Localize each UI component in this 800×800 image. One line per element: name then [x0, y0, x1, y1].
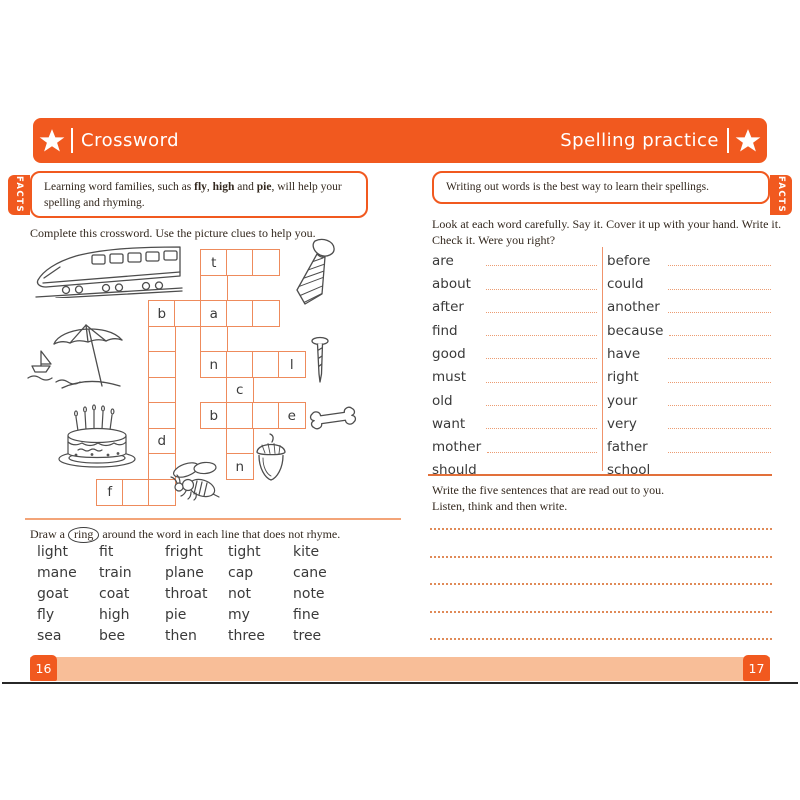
rhyme-word[interactable]: throat — [165, 585, 208, 602]
rhyme-word[interactable]: mane — [37, 565, 77, 582]
star-icon — [39, 127, 65, 154]
rhyme-word[interactable]: train — [99, 565, 132, 582]
spelling-row — [432, 269, 599, 292]
spelling-word: good — [432, 345, 466, 362]
rhyme-word[interactable]: then — [165, 627, 197, 644]
rhyme-word[interactable]: pie — [165, 606, 187, 623]
rhyme-row — [37, 584, 367, 605]
acorn-illustration — [252, 432, 290, 484]
rhyme-instruction: Draw a ring around the word in each line that does not rhyme. — [30, 527, 341, 541]
sentence-writing-line[interactable] — [430, 638, 772, 640]
right-page-title: Spelling practice — [560, 130, 719, 151]
rhyme-word[interactable]: fine — [293, 606, 320, 623]
header-bar — [33, 118, 767, 163]
spelling-word: right — [607, 369, 639, 386]
sentence-writing-line[interactable] — [430, 528, 772, 530]
facts-tab-left: FACTS — [8, 175, 30, 215]
spelling-row — [607, 339, 773, 362]
writing-line[interactable] — [668, 404, 771, 406]
writing-line[interactable] — [486, 381, 597, 383]
spelling-row — [607, 409, 773, 432]
spelling-word: another — [607, 299, 660, 316]
writing-line[interactable] — [486, 357, 597, 359]
spelling-row — [607, 269, 773, 292]
left-page-title: Crossword — [81, 130, 180, 151]
crossword-cell[interactable] — [148, 326, 176, 353]
spelling-word: are — [432, 252, 454, 269]
rhyme-word[interactable]: my — [228, 606, 250, 623]
crossword-cell[interactable] — [252, 300, 280, 327]
crossword-cell[interactable] — [226, 300, 254, 327]
crossword-cell[interactable]: t — [200, 249, 228, 276]
rhyme-word[interactable]: bee — [99, 627, 126, 644]
sentences-instruction: Write the five sentences that are read out to you. Listen, think and then write. — [432, 483, 665, 513]
rhyme-word[interactable]: coat — [99, 585, 130, 602]
spelling-row — [432, 362, 599, 385]
crossword-cell[interactable]: d — [148, 428, 176, 455]
rhyme-word[interactable]: high — [99, 606, 130, 623]
crossword-cell[interactable]: f — [96, 479, 124, 506]
star-icon — [735, 127, 761, 154]
rhyme-word[interactable]: fright — [165, 544, 203, 561]
spelling-row — [432, 293, 599, 316]
spelling-row — [607, 316, 773, 339]
train-illustration — [34, 243, 184, 298]
bone-illustration — [308, 402, 358, 434]
rhyme-word[interactable]: cap — [228, 565, 254, 582]
spelling-row — [432, 246, 599, 269]
spelling-word: school — [607, 462, 651, 479]
sentence-writing-line[interactable] — [430, 556, 772, 558]
crossword-cell[interactable]: c — [226, 377, 254, 404]
writing-line[interactable] — [668, 288, 771, 290]
circled-ring-word: ring — [68, 527, 99, 543]
spelling-word: about — [432, 276, 471, 293]
spelling-row — [432, 386, 599, 409]
crossword-cell[interactable] — [226, 351, 254, 378]
crossword-cell[interactable] — [252, 249, 280, 276]
rhyme-word[interactable]: kite — [293, 544, 320, 561]
crossword-cell[interactable]: l — [278, 351, 306, 378]
crossword-cell[interactable] — [200, 275, 228, 302]
sentence-writing-line[interactable] — [430, 583, 772, 585]
rhyme-word[interactable]: tight — [228, 544, 261, 561]
crossword-cell[interactable]: n — [200, 351, 228, 378]
writing-line[interactable] — [668, 264, 771, 266]
spelling-row — [432, 316, 599, 339]
spelling-word: want — [432, 415, 466, 432]
writing-line[interactable] — [668, 357, 771, 359]
crossword-cell[interactable] — [148, 377, 176, 404]
rhyme-word[interactable]: light — [37, 544, 69, 561]
spelling-word: very — [607, 415, 637, 432]
writing-line[interactable] — [486, 404, 597, 406]
spelling-word: should — [432, 462, 477, 479]
crossword-cell[interactable] — [226, 249, 254, 276]
rhyme-word[interactable]: fit — [99, 544, 114, 561]
spelling-row — [607, 432, 773, 455]
crossword-cell[interactable]: a — [200, 300, 228, 327]
writing-line[interactable] — [668, 427, 771, 429]
writing-line[interactable] — [486, 288, 597, 290]
facts-tab-right: FACTS — [770, 175, 792, 215]
rhyme-row — [37, 625, 367, 646]
spelling-word: father — [607, 439, 648, 456]
crossword-cell[interactable]: b — [148, 300, 176, 327]
nail-illustration — [309, 336, 331, 386]
crossword-cell[interactable]: b — [200, 402, 228, 429]
rhyme-word[interactable]: fly — [37, 606, 55, 623]
crossword-cell[interactable] — [226, 402, 254, 429]
crossword-cell[interactable]: e — [278, 402, 306, 429]
spelling-row — [432, 409, 599, 432]
spelling-word: find — [432, 322, 458, 339]
crossword-cell[interactable] — [252, 402, 280, 429]
page-number-left: 16 — [30, 655, 57, 681]
writing-line[interactable] — [487, 451, 597, 453]
page-number-right: 17 — [743, 655, 770, 681]
crossword-cell[interactable] — [148, 351, 176, 378]
spelling-row — [432, 432, 599, 455]
spelling-row — [607, 293, 773, 316]
spelling-column-2 — [607, 246, 773, 479]
spelling-instruction: Look at each word carefully. Say it. Cover it up with your hand. Write it. Check it. Were you right? — [432, 217, 782, 247]
column-divider — [602, 247, 603, 471]
writing-line[interactable] — [668, 451, 771, 453]
crossword-instruction: Complete this crossword. Use the picture clues to help you. — [30, 226, 316, 240]
crossword-cell[interactable]: n — [226, 453, 254, 480]
spelling-word: could — [607, 276, 644, 293]
tie-illustration — [289, 238, 339, 310]
spelling-row — [607, 246, 773, 269]
crossword-cell[interactable] — [252, 351, 280, 378]
header-divider-right — [727, 128, 729, 153]
writing-line[interactable] — [668, 381, 771, 383]
rhyme-word[interactable]: three — [228, 627, 266, 644]
spelling-word: your — [607, 392, 638, 409]
rhyme-word[interactable]: goat — [37, 585, 69, 602]
rhyme-word-grid — [37, 542, 367, 646]
writing-line[interactable] — [669, 334, 771, 336]
spelling-row — [607, 362, 773, 385]
spelling-word: have — [607, 345, 641, 362]
spelling-word: old — [432, 392, 453, 409]
book-bottom-edge — [2, 682, 798, 684]
writing-line[interactable] — [668, 311, 771, 313]
spelling-word: mother — [432, 439, 482, 456]
rhyme-word[interactable]: not — [228, 585, 251, 602]
crossword-cell[interactable] — [122, 479, 150, 506]
rhyme-word[interactable]: cane — [293, 565, 327, 582]
rhyme-row — [37, 604, 367, 625]
spelling-word: after — [432, 299, 464, 316]
sentence-writing-line[interactable] — [430, 611, 772, 613]
rhyme-row — [37, 563, 367, 584]
header-divider-left — [71, 128, 73, 153]
crossword-cell[interactable] — [148, 402, 176, 429]
spelling-word: before — [607, 252, 651, 269]
spelling-word: must — [432, 369, 467, 386]
writing-line[interactable] — [486, 334, 597, 336]
section-divider-left — [25, 518, 401, 520]
spelling-row — [607, 386, 773, 409]
rhyme-word[interactable]: sea — [37, 627, 62, 644]
crossword-cell[interactable] — [174, 300, 202, 327]
crossword-cell[interactable] — [200, 326, 228, 353]
rhyme-word[interactable]: plane — [165, 565, 204, 582]
rhyme-word[interactable]: tree — [293, 627, 322, 644]
writing-line[interactable] — [486, 311, 597, 313]
beach-illustration — [26, 318, 138, 390]
spelling-row — [432, 339, 599, 362]
spelling-column-1 — [432, 246, 599, 479]
spelling-word: because — [607, 322, 664, 339]
section-divider-right — [428, 474, 772, 476]
bee-illustration — [166, 458, 228, 504]
birthday-cake-illustration — [56, 398, 138, 470]
writing-line[interactable] — [486, 264, 597, 266]
crossword-cell[interactable] — [226, 428, 254, 455]
rhyme-row — [37, 542, 367, 563]
footer-bar — [30, 657, 770, 681]
facts-box-right: Writing out words is the best way to learn their spellings. — [432, 171, 770, 204]
facts-box-left: Learning word families, such as fly, high and pie, will help your spelling and rhyming. — [30, 171, 368, 218]
writing-line[interactable] — [486, 427, 597, 429]
rhyme-word[interactable]: note — [293, 585, 325, 602]
